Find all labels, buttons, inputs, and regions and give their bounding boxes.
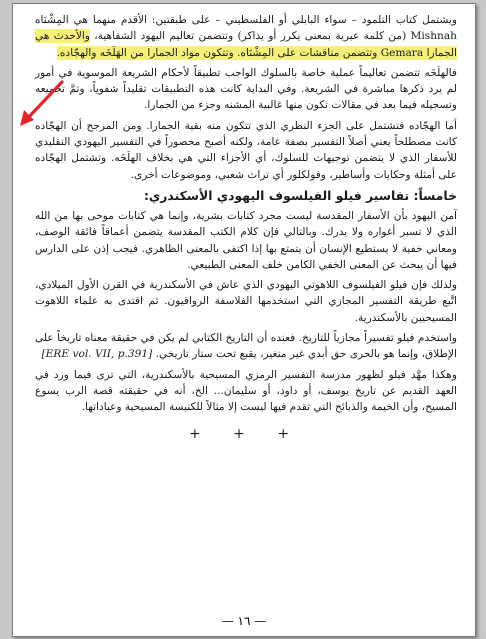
- section-separator: + + +: [188, 425, 304, 442]
- paragraph-halakha: فالهلَخَه تتضمن تعاليماً عملية خاصة بالسلوك الواجب تطبيقاً لأحكام الشريعة الموسوية في أمور لم يرد ذكرها مباشرة في الشريعة. وفي البداية كانت هذه التطبيقات تقليداً شفوياً، وتمَّ تجميعه وتسجيله فيما بعد في مقالات تكون منها غالبية المشنه وجزء من الجمارا.: [35, 66, 457, 112]
- section-heading: خامساً: تفاسير فيلو الفيلسوف اليهودي الأسكندري:: [143, 187, 457, 203]
- paragraph-text: واستخدم فيلو تفسيراً مجازياً للتاريخ. فعنده أن التاريخ الكتابي لم يكن في حقيقة معناه تاريخاً على الإطلاق، وإنما هو بالحرى حق أبدي غير متغير، يقبع تحت ستار تاريخي.: [35, 332, 457, 361]
- page-number: — ١٦ —: [221, 614, 267, 628]
- paragraph-text: ويشتمل كتاب التلمود – سواء البابلي أو الفلسطيني – على طبقتين: الأقدم منهما هي المِشْنَاه Mishnah (من كلمة عبرية بمعنى يكرر أو يذاكر) وتتضمن تعاليم اليهود الشفاهية،: [35, 14, 458, 43]
- paragraph-scriptures: آمن اليهود بأن الأسفار المقدسة ليست مجرد كتابات بشرية، وإنما هي كتابات موحى بها من الله الذي لا تسبر أغواره ولا يدرك. وبالتالي فإن كلام الكتب المقدسة يتضمن أعماقاً فائقة الوصف، ومعاني خفية لا يستطيع الإنسان أن يتمتع بها إذا اكتفى بالمعنى الظاهري. فيجب إذن على الدارس فيها أن يبحث عن المعنى الخفي الكامن خلف المعنى الطبيعي.: [35, 209, 457, 271]
- paragraph-philo: ولذلك فإن فيلو الفيلسوف اللاهوتي اليهودي الذي عاش في الأسكندرية في القرن الأول الميلادي، اتَّبع طريقة التفسير المجازي التي استخدمها الفلاسفة الرواقيون. ثم اقتدى به علماء اللاهوت المسيحيين بالأسكندرية.: [35, 279, 457, 324]
- page-content: [35, 12, 457, 442]
- paragraph-haggadah: أما الهجّاده فتشتمل على الجزء النظري الذي تتكون منه بقية الجمارا. ومن المرجح أن الهجّاده كانت مصطلحاً يعني أصلاً التفسير بصفة عامة، ولكنه أصبح محصوراً في التفسير اليهودي التقليدي للأسفار الذي لا يتضمن توجيهات للسلوك، أي الأجزاء التي هي بخلاف الهلَخَه. وتشتمل الهجّاده على أمثلة وحكايات وأساطير، وفولكلور أي تراث شعبي، وموضوعات أخرى.: [35, 119, 457, 181]
- document-page: [12, 3, 476, 637]
- arrow-icon: [18, 78, 66, 128]
- paragraph-alexandria-school: وهكذا مهَّد فيلو لظهور مدرسة التفسير الرمزي المسيحية بالأسكندرية، التي ترى فيما ورد في العهد القديم عن تاريخ يوسف، أو داود، أو سليمان... الخ، أنه في حقيقته قصة الرب يسوع المسيح، وأن الخيمة والذبائح التي تقدم فيها ليست إلا مثالاً للكنيسة المسيحية وعباداتها.: [35, 368, 457, 414]
- paragraph-allegory: [35, 330, 457, 363]
- paragraph-talmud-layers: [35, 12, 457, 61]
- highlighted-text: والأحدث هي الجمارا Gemara وتتضمن مناقشات على المِشْنَاه. وتتكون مواد الجمارا من الهَلَخَه والهجّاده.: [35, 30, 457, 59]
- citation: [ERE vol. VII, p.391]: [41, 348, 153, 361]
